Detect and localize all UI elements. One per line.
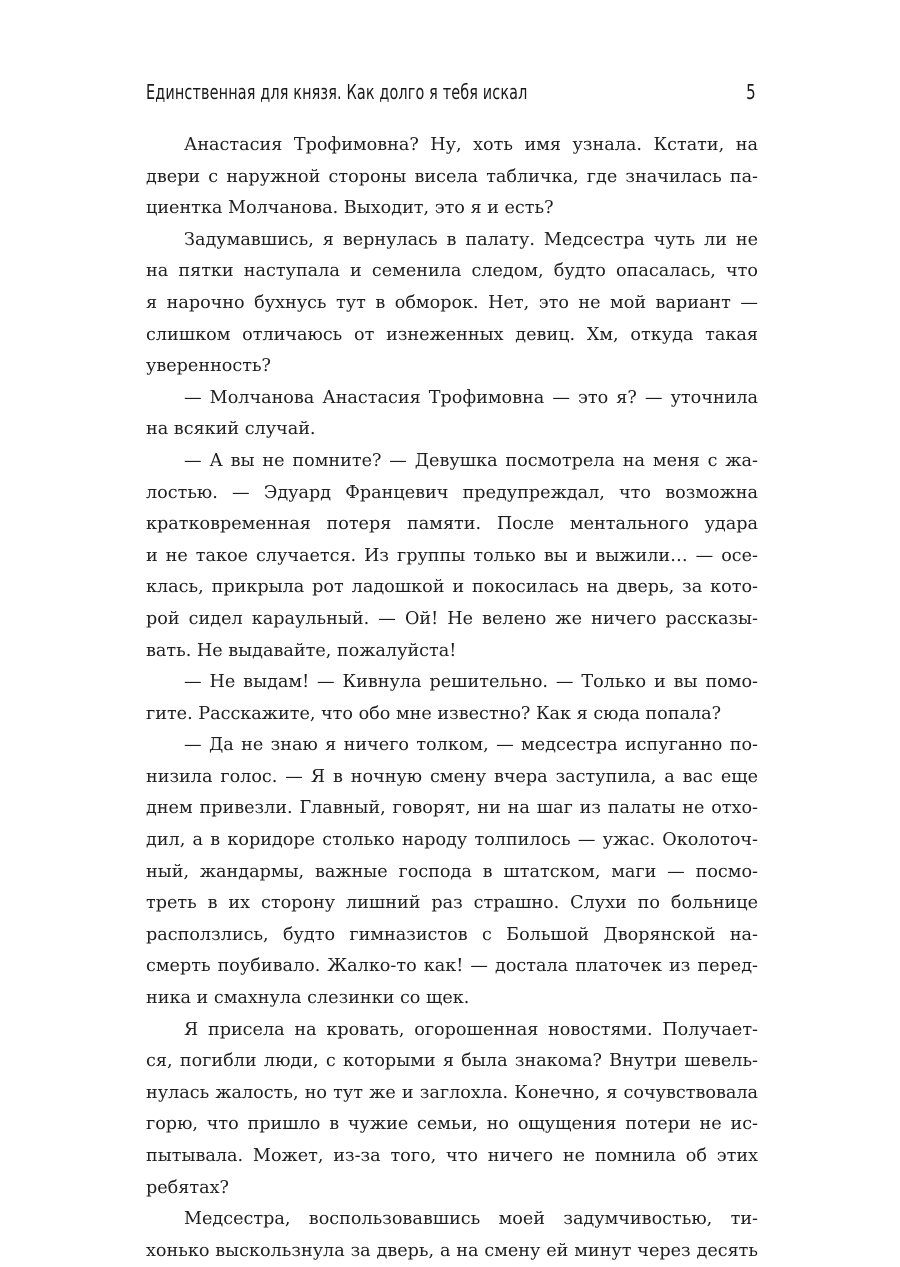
text-line: Задумавшись, я вернулась в палату. Медсестра чуть ли не [184,229,758,250]
text-line: Я присела на кровать, огорошенная новостями. Получает- [184,1019,758,1040]
text-line: днем привезли. Главный, говорят, ни на шаг из палаты не отхо- [146,798,758,819]
text-line: клась, прикрыла рот ладошкой и покосилась на дверь, за кото- [146,577,758,598]
text-line: низила голос. — Я в ночную смену вчера заступила, а вас еще [146,766,758,787]
text-line: — Да не знаю я ничего толком, — медсестра испуганно по- [184,735,758,756]
text-line: и не такое случается. Из группы только вы и выжили… — осе- [146,545,758,566]
body-text [146,130,758,1267]
text-line: двери с наружной стороны висела табличка, где значилась па- [146,166,758,187]
text-line: нулась жалость, но тут же и заглохла. Конечно, я сочувствовала [146,1082,758,1103]
text-line: ный, жандармы, важные господа в штатском, маги — посмо- [146,861,758,882]
text-line: хонько выскользнула за дверь, а на смену ей минут через десять [146,1240,758,1261]
text-line: дил, а в коридоре столько народу толпилось — ужас. Околоточ- [146,830,758,851]
text-line: ребятах? [146,1177,229,1198]
text-line: смерть поубивало. Жалко-то как! — достала платочек из перед- [146,956,758,977]
text-line: лостью. — Эдуард Францевич предупреждал, что возможна [146,482,758,503]
text-line: уверенность? [146,356,271,377]
running-head [146,80,758,120]
text-line: циентка Молчанова. Выходит, это я и есть? [146,198,554,219]
text-line: на пятки наступала и семенила следом, будто опасалась, что [146,261,758,282]
text-line: — А вы не помните? — Девушка посмотрела на меня с жа- [184,450,758,471]
text-line: слишком отличаюсь от изнеженных девиц. Хм, откуда такая [146,324,758,345]
text-line: — Не выдам! — Кивнула решительно. — Только и вы помо- [184,672,758,693]
page-number: 5 [746,80,756,104]
text-line: я нарочно бухнусь тут в обморок. Нет, это не мой вариант — [146,292,758,313]
text-line: рой сидел караульный. — Ой! Не велено же ничего рассказы- [146,608,758,629]
text-line: пытывала. Может, из-за того, что ничего не помнила об этих [146,1146,758,1166]
running-title: Единственная для князя. Как долго я тебя искал [146,80,528,104]
text-line: гите. Расскажите, что обо мне известно? Как я сюда попала? [146,703,722,724]
text-line: Медсестра, воспользовавшись моей задумчивостью, ти- [184,1209,758,1230]
text-line: на всякий случай. [146,419,316,440]
text-line: Анастасия Трофимовна? Ну, хоть имя узнала. Кстати, на [184,135,758,155]
text-line: горю, что пришло в чужие семьи, но ощущения потери не ис- [146,1114,758,1135]
text-line: расползлись, будто гимназистов с Большой Дворянской на- [146,924,758,945]
text-line: ника и смахнула слезинки со щек. [146,988,470,1009]
text-line: — Молчанова Анастасия Трофимовна — это я? — уточнила [184,387,758,408]
text-line: треть в их сторону лишний раз страшно. Слухи по больнице [146,893,758,914]
text-line: вать. Не выдавайте, пожалуйста! [146,640,457,661]
text-line: ся, погибли люди, с которыми я была знакома? Внутри шевель- [146,1051,758,1072]
text-line: кратковременная потеря памяти. После ментального удара [146,514,758,535]
